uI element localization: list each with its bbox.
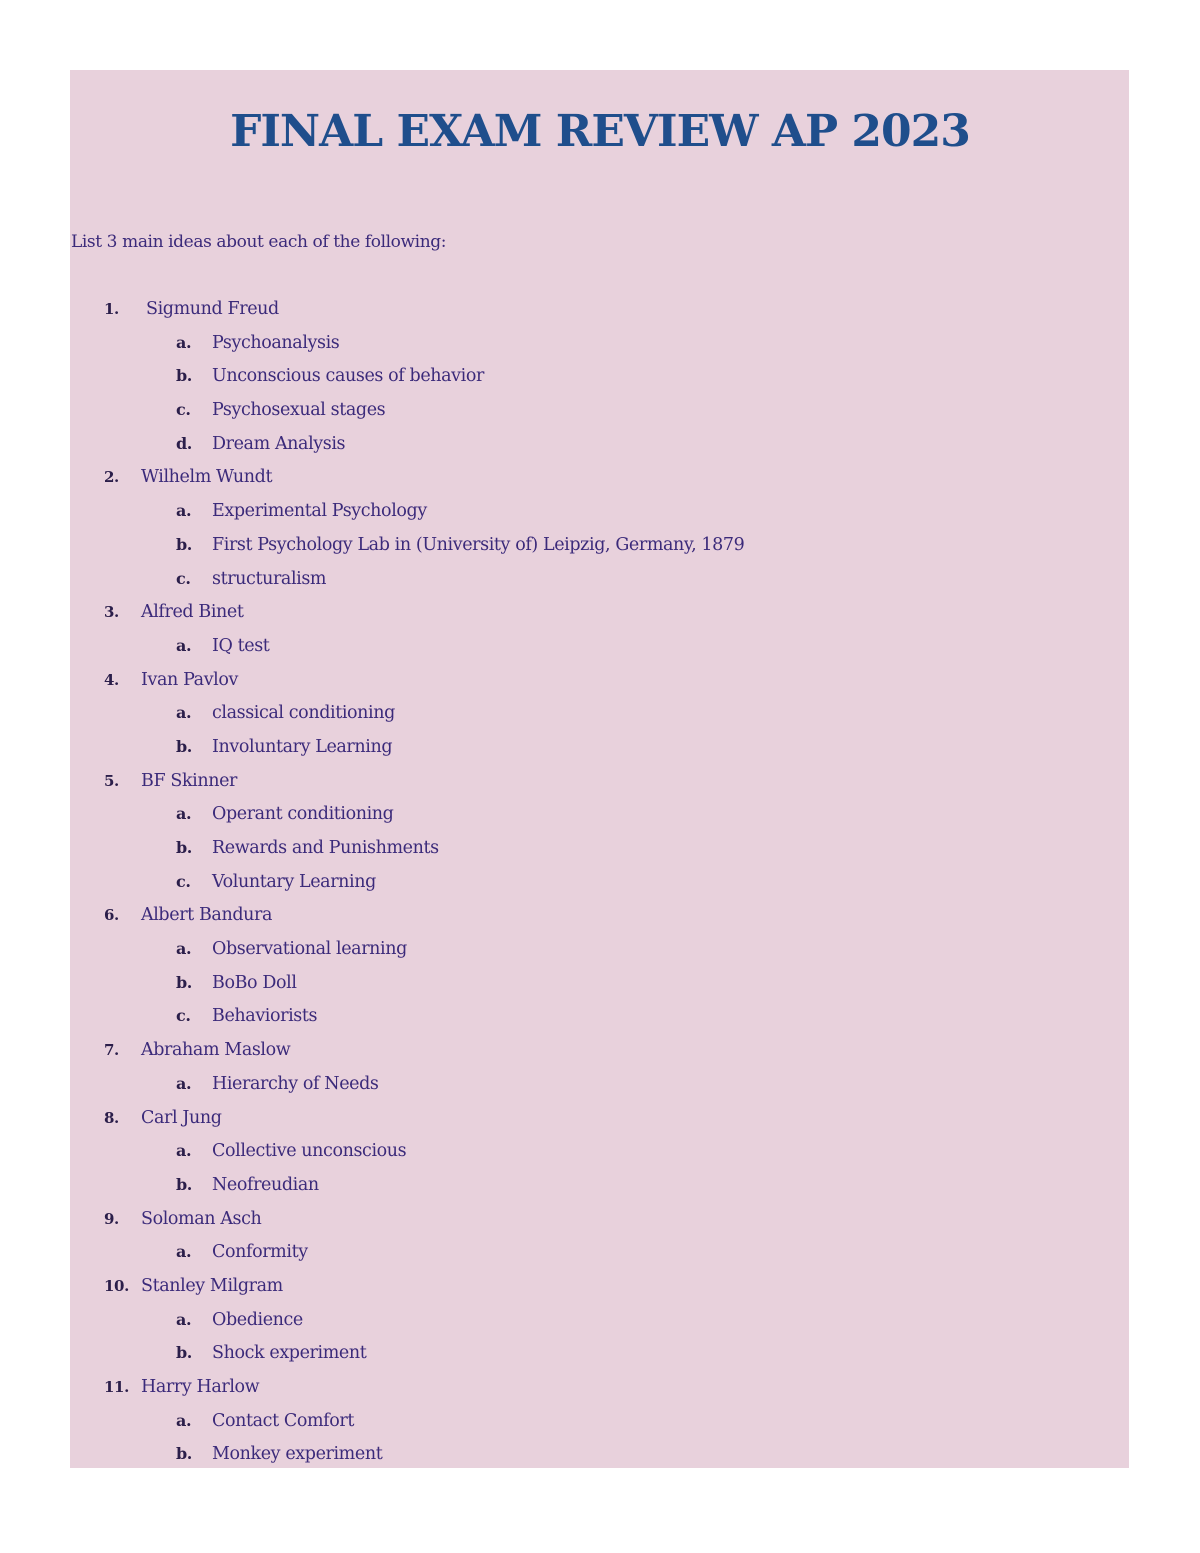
- subitem-letter: c.: [176, 568, 191, 588]
- outline-item: [0, 1205, 1200, 1239]
- subitem-letter: a.: [176, 1242, 192, 1262]
- item-number: 9.: [104, 1209, 119, 1228]
- outline-item: [0, 463, 1200, 497]
- subitem-text: Contact Comfort: [212, 1410, 354, 1431]
- outline-subitem: [0, 1171, 1200, 1205]
- outline-subitem: [0, 868, 1200, 902]
- subitem-text: Monkey experiment: [212, 1444, 383, 1465]
- outline-item: [0, 666, 1200, 700]
- outline-subitem: [0, 969, 1200, 1003]
- subitem-text: Collective unconscious: [212, 1141, 407, 1162]
- item-name: Ivan Pavlov: [141, 669, 238, 690]
- subitem-text: structuralism: [212, 568, 327, 589]
- item-number: 8.: [104, 1108, 119, 1127]
- subitem-letter: a.: [176, 1141, 192, 1161]
- outline-item: [0, 1272, 1200, 1306]
- outline-subitem: [0, 362, 1200, 396]
- subitem-text: Experimental Psychology: [212, 501, 427, 522]
- outline-item: [0, 767, 1200, 801]
- outline-subitem: [0, 430, 1200, 464]
- outline-item: [0, 1104, 1200, 1138]
- subitem-letter: b.: [176, 534, 192, 554]
- item-name: BF Skinner: [141, 770, 238, 791]
- subitem-letter: c.: [176, 1006, 191, 1026]
- subitem-text: Hierarchy of Needs: [212, 1073, 379, 1094]
- subitem-letter: b.: [176, 1444, 192, 1464]
- subitem-letter: a.: [176, 332, 192, 352]
- item-number: 11.: [104, 1378, 129, 1396]
- instructions: List 3 main ideas about each of the following:: [71, 232, 447, 252]
- subitem-letter: a.: [176, 939, 192, 959]
- subitem-text: BoBo Doll: [212, 972, 297, 993]
- subitem-letter: a.: [176, 1410, 192, 1430]
- outline-subitem: [0, 733, 1200, 767]
- item-number: 6.: [104, 906, 119, 925]
- item-name: Carl Jung: [141, 1107, 222, 1128]
- item-number: 5.: [104, 771, 119, 790]
- outline-subitem: [0, 1339, 1200, 1373]
- subitem-text: Observational learning: [212, 939, 407, 960]
- outline-subitem: [0, 1137, 1200, 1171]
- item-name: Soloman Asch: [141, 1208, 262, 1229]
- outline-item: [0, 901, 1200, 935]
- item-name: Wilhelm Wundt: [141, 467, 273, 488]
- item-number: 2.: [104, 468, 119, 487]
- outline-item: [0, 598, 1200, 632]
- outline-subitem: [0, 531, 1200, 565]
- item-number: 10.: [104, 1276, 129, 1295]
- subitem-letter: a.: [176, 1309, 192, 1329]
- item-name: Albert Bandura: [141, 905, 272, 926]
- subitem-text: Dream Analysis: [212, 433, 346, 454]
- subitem-letter: d.: [176, 433, 192, 453]
- subitem-text: Involuntary Learning: [212, 736, 393, 757]
- outline-subitem: [0, 396, 1200, 430]
- subitem-text: Neofreudian: [212, 1174, 319, 1195]
- subitem-letter: b.: [176, 972, 192, 992]
- subitem-text: Psychosexual stages: [212, 400, 386, 421]
- outline-item: [0, 1036, 1200, 1070]
- outline-subitem: [0, 565, 1200, 599]
- outline-item: [0, 1373, 1200, 1407]
- subitem-text: Voluntary Learning: [212, 871, 376, 892]
- subitem-text: Psychoanalysis: [212, 332, 340, 353]
- item-name: Harry Harlow: [141, 1377, 260, 1397]
- outline-subitem: [0, 1238, 1200, 1272]
- subitem-text: Rewards and Punishments: [212, 838, 439, 858]
- subitem-text: Unconscious causes of behavior: [212, 366, 484, 387]
- subitem-text: classical conditioning: [212, 703, 395, 724]
- outline-subitem: [0, 800, 1200, 834]
- subitem-text: IQ test: [212, 635, 270, 656]
- subitem-letter: c.: [176, 871, 191, 891]
- outline-subitem: [0, 935, 1200, 969]
- subitem-letter: b.: [176, 736, 192, 756]
- item-number: 3.: [104, 603, 119, 622]
- outline-subitem: [0, 1407, 1200, 1441]
- subitem-letter: b.: [176, 1174, 192, 1194]
- subitem-text: First Psychology Lab in (University of) Leipzig, Germany, 1879: [212, 534, 745, 555]
- outline-subitem: [0, 497, 1200, 531]
- subitem-text: Conformity: [212, 1242, 308, 1263]
- item-name: Alfred Binet: [141, 602, 244, 623]
- subitem-letter: a.: [176, 1073, 192, 1093]
- outline-item: [0, 295, 1200, 329]
- outline-subitem: [0, 1002, 1200, 1036]
- subitem-text: Behaviorists: [212, 1006, 318, 1027]
- subitem-text: Shock experiment: [212, 1343, 367, 1364]
- review-outline: [0, 295, 1200, 1474]
- item-number: 7.: [104, 1041, 119, 1060]
- outline-subitem: [0, 834, 1200, 868]
- outline-subitem: [0, 1440, 1200, 1474]
- outline-subitem: [0, 1070, 1200, 1104]
- subitem-letter: b.: [176, 1343, 192, 1363]
- item-number: 1.: [104, 300, 119, 318]
- outline-subitem: [0, 329, 1200, 363]
- subitem-letter: a.: [176, 635, 192, 655]
- outline-subitem: [0, 1306, 1200, 1340]
- outline-subitem: [0, 632, 1200, 666]
- item-number: 4.: [104, 670, 119, 689]
- subitem-letter: a.: [176, 804, 192, 824]
- page-title: FINAL EXAM REVIEW AP 2023: [230, 106, 970, 157]
- item-name: Stanley Milgram: [141, 1275, 283, 1296]
- subitem-letter: a.: [176, 703, 192, 723]
- subitem-letter: c.: [176, 400, 191, 420]
- subitem-letter: a.: [176, 501, 192, 521]
- item-name: Sigmund Freud: [146, 299, 279, 319]
- subitem-text: Operant conditioning: [212, 804, 394, 825]
- subitem-text: Obedience: [212, 1309, 303, 1330]
- subitem-letter: b.: [176, 838, 192, 857]
- outline-subitem: [0, 699, 1200, 733]
- item-name: Abraham Maslow: [141, 1040, 291, 1061]
- subitem-letter: b.: [176, 366, 192, 386]
